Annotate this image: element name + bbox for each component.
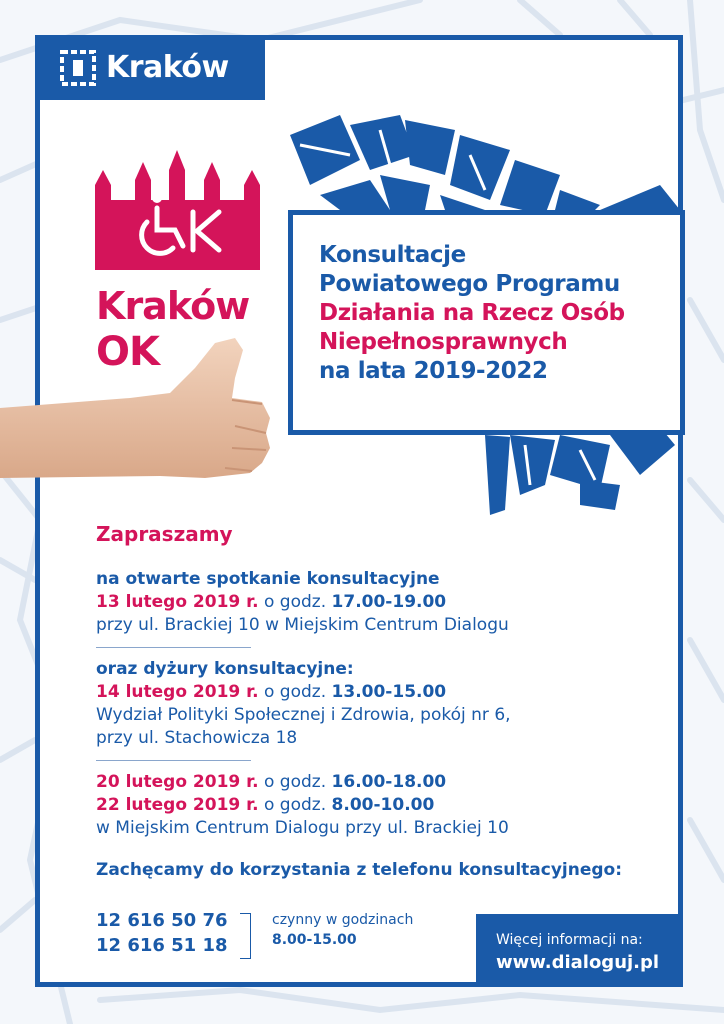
phone-bracket bbox=[240, 913, 251, 959]
meeting-datetime bbox=[96, 591, 676, 614]
logo-text: Kraków bbox=[106, 50, 229, 85]
more-time-1: 16.00-18.00 bbox=[331, 772, 447, 792]
meeting-block bbox=[96, 568, 676, 637]
title-line-4: Niepełnosprawnych bbox=[319, 329, 568, 355]
more-datetime-2 bbox=[96, 794, 676, 817]
duty-datetime bbox=[96, 681, 676, 704]
duty-block bbox=[96, 658, 676, 750]
duty-date: 14 lutego 2019 r. bbox=[96, 682, 259, 702]
phone-numbers bbox=[96, 908, 228, 958]
duty-intro: oraz dyżury konsultacyjne: bbox=[96, 659, 354, 679]
phone-heading: Zachęcamy do korzystania z telefonu konsultacyjnego: bbox=[96, 860, 623, 880]
hours-value: 8.00-15.00 bbox=[272, 932, 357, 948]
more-date-2: 22 lutego 2019 r. bbox=[96, 795, 259, 815]
more-time-2: 8.00-10.00 bbox=[331, 795, 435, 815]
phone-number-1[interactable]: 12 616 50 76 bbox=[96, 910, 228, 931]
duty-time: 13.00-15.00 bbox=[331, 682, 447, 702]
invitation-content bbox=[96, 520, 676, 882]
krakow-ok-title: Kraków bbox=[96, 284, 250, 328]
thumbs-up-hand-icon bbox=[0, 338, 275, 488]
more-info-box bbox=[476, 914, 683, 987]
meeting-intro: na otwarte spotkanie konsultacyjne bbox=[96, 569, 440, 589]
hours-label: czynny w godzinach bbox=[272, 912, 414, 928]
divider bbox=[96, 760, 251, 761]
meeting-time: 17.00-19.00 bbox=[331, 592, 447, 612]
meeting-date: 13 lutego 2019 r. bbox=[96, 592, 259, 612]
title-line-1: Konsultacje bbox=[319, 242, 466, 268]
krakow-logo-bar[interactable] bbox=[35, 35, 265, 100]
divider bbox=[96, 647, 251, 648]
krakow-ok-subtitle: OK bbox=[96, 329, 159, 375]
more-time-prefix-2: o godz. bbox=[258, 795, 332, 815]
title-box bbox=[288, 210, 685, 435]
more-dates-block bbox=[96, 771, 676, 840]
duty-place-2: przy ul. Stachowicza 18 bbox=[96, 728, 298, 748]
more-place: w Miejskim Centrum Dialogu przy ul. Brackiej 10 bbox=[96, 818, 509, 838]
title-line-3: Działania na Rzecz Osób bbox=[319, 300, 625, 326]
crown-accessibility-icon bbox=[95, 150, 260, 270]
invite-heading: Zapraszamy bbox=[96, 522, 233, 546]
more-time-prefix-1: o godz. bbox=[258, 772, 332, 792]
phone-number-2[interactable]: 12 616 51 18 bbox=[96, 935, 228, 956]
meeting-place: przy ul. Brackiej 10 w Miejskim Centrum Dialogu bbox=[96, 615, 509, 635]
krakow-emblem-icon bbox=[60, 50, 96, 86]
duty-time-prefix: o godz. bbox=[258, 682, 332, 702]
duty-place-1: Wydział Polityki Społecznej i Zdrowia, pokój nr 6, bbox=[96, 705, 511, 725]
more-date-1: 20 lutego 2019 r. bbox=[96, 772, 259, 792]
more-datetime-1 bbox=[96, 771, 676, 794]
title-line-5: na lata 2019-2022 bbox=[319, 358, 548, 384]
info-label: Więcej informacji na: bbox=[496, 932, 643, 948]
title-line-2: Powiatowego Programu bbox=[319, 271, 620, 297]
website-link[interactable]: www.dialoguj.pl bbox=[496, 952, 660, 973]
meeting-time-prefix: o godz. bbox=[258, 592, 332, 612]
phone-hours bbox=[272, 910, 413, 950]
